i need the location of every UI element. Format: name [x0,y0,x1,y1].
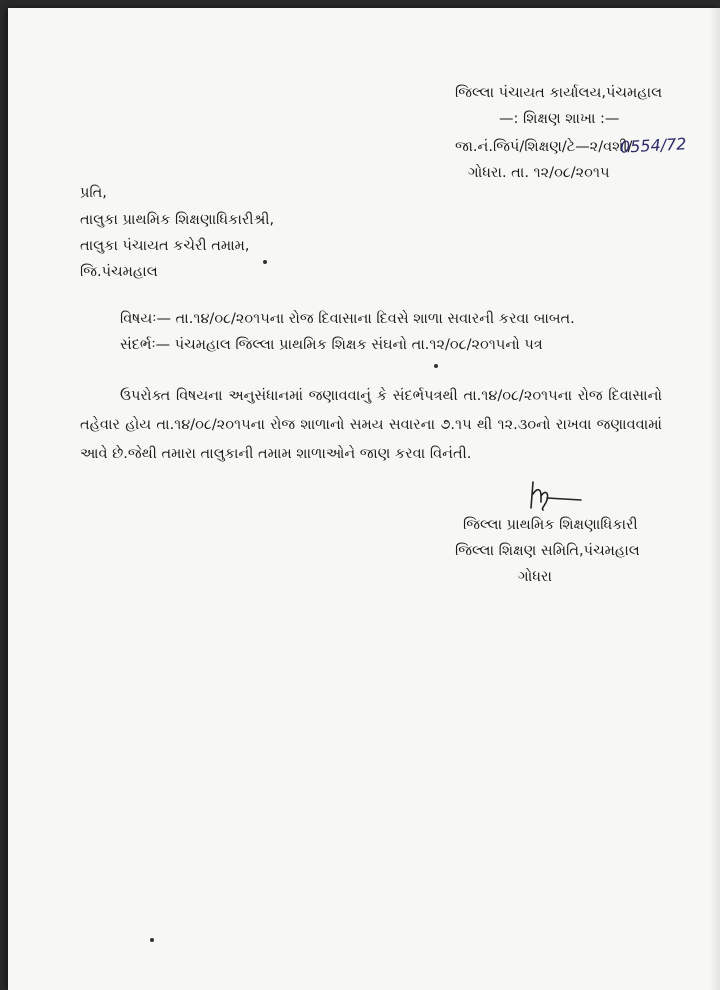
letter-date: ગોધરા. તા. ૧૨/૦૮/૨૦૧૫ [468,165,610,181]
letter-page [8,8,720,990]
page-edge-shadow [710,8,720,990]
ink-speck [263,260,267,264]
subject-line: વિષયઃ— તા.૧૪/૦૮/૨૦૧૫ના રોજ દિવાસાના દિવસે શાળા સવારની કરવા બાબત. [120,311,575,327]
recipient-label: પ્રતિ, [80,185,107,201]
reference-number-prefix: જા.નં.જિપં/શિક્ષણ/ટે—૨/વશી/ [455,139,633,155]
signatory-city: ગોધરા [518,569,552,585]
signature-mark [523,478,583,512]
ink-speck [434,364,438,368]
handwritten-reference-number: 0554/72 [619,134,687,157]
letter-body: ઉપરોક્ત વિષયના અનુસંધાનમાં જણાવવાનું કે સંદર્ભપત્રથી તા.૧૪/૦૮/૨૦૧૫ના રોજ દિવાસાનો તહેવાર હોય તા.૧૪/૦૮/૨૦૧૫ના રોજ શાળાનો સમય સવારના ૭.૧૫ થી ૧૨.૩૦નો રાખવા જણાવવામાં આવે છે.જેથી તમારા તાલુકાની તમામ શાળાઓને જાણ કરવા વિનંતી. [80,388,662,462]
signatory-department: જિલ્લા શિક્ષણ સમિતિ,પંચમહાલ [455,543,640,559]
signatory-title: જિલ્લા પ્રાથમિક શિક્ષણાધિકારી [463,517,638,533]
office-name: જિલ્લા પંચાયત કાર્યાલય,પંચમહાલ [455,85,663,101]
recipient-line-3: જિ.પંચમહાલ [80,264,158,280]
ink-speck [150,938,154,942]
recipient-line-1: તાલુકા પ્રાથમિક શિક્ષણાધિકારીશ્રી, [80,212,275,228]
branch-name: —: શિક્ષણ શાખા :— [499,111,620,127]
recipient-line-2: તાલુકા પંચાયત કચેરી તમામ, [80,238,250,254]
reference-line: સંદર્ભઃ— પંચમહાલ જિલ્લા પ્રાથમિક શિક્ષક સંઘનો તા.૧૨/૦૮/૨૦૧૫નો પત્ર [120,337,543,353]
